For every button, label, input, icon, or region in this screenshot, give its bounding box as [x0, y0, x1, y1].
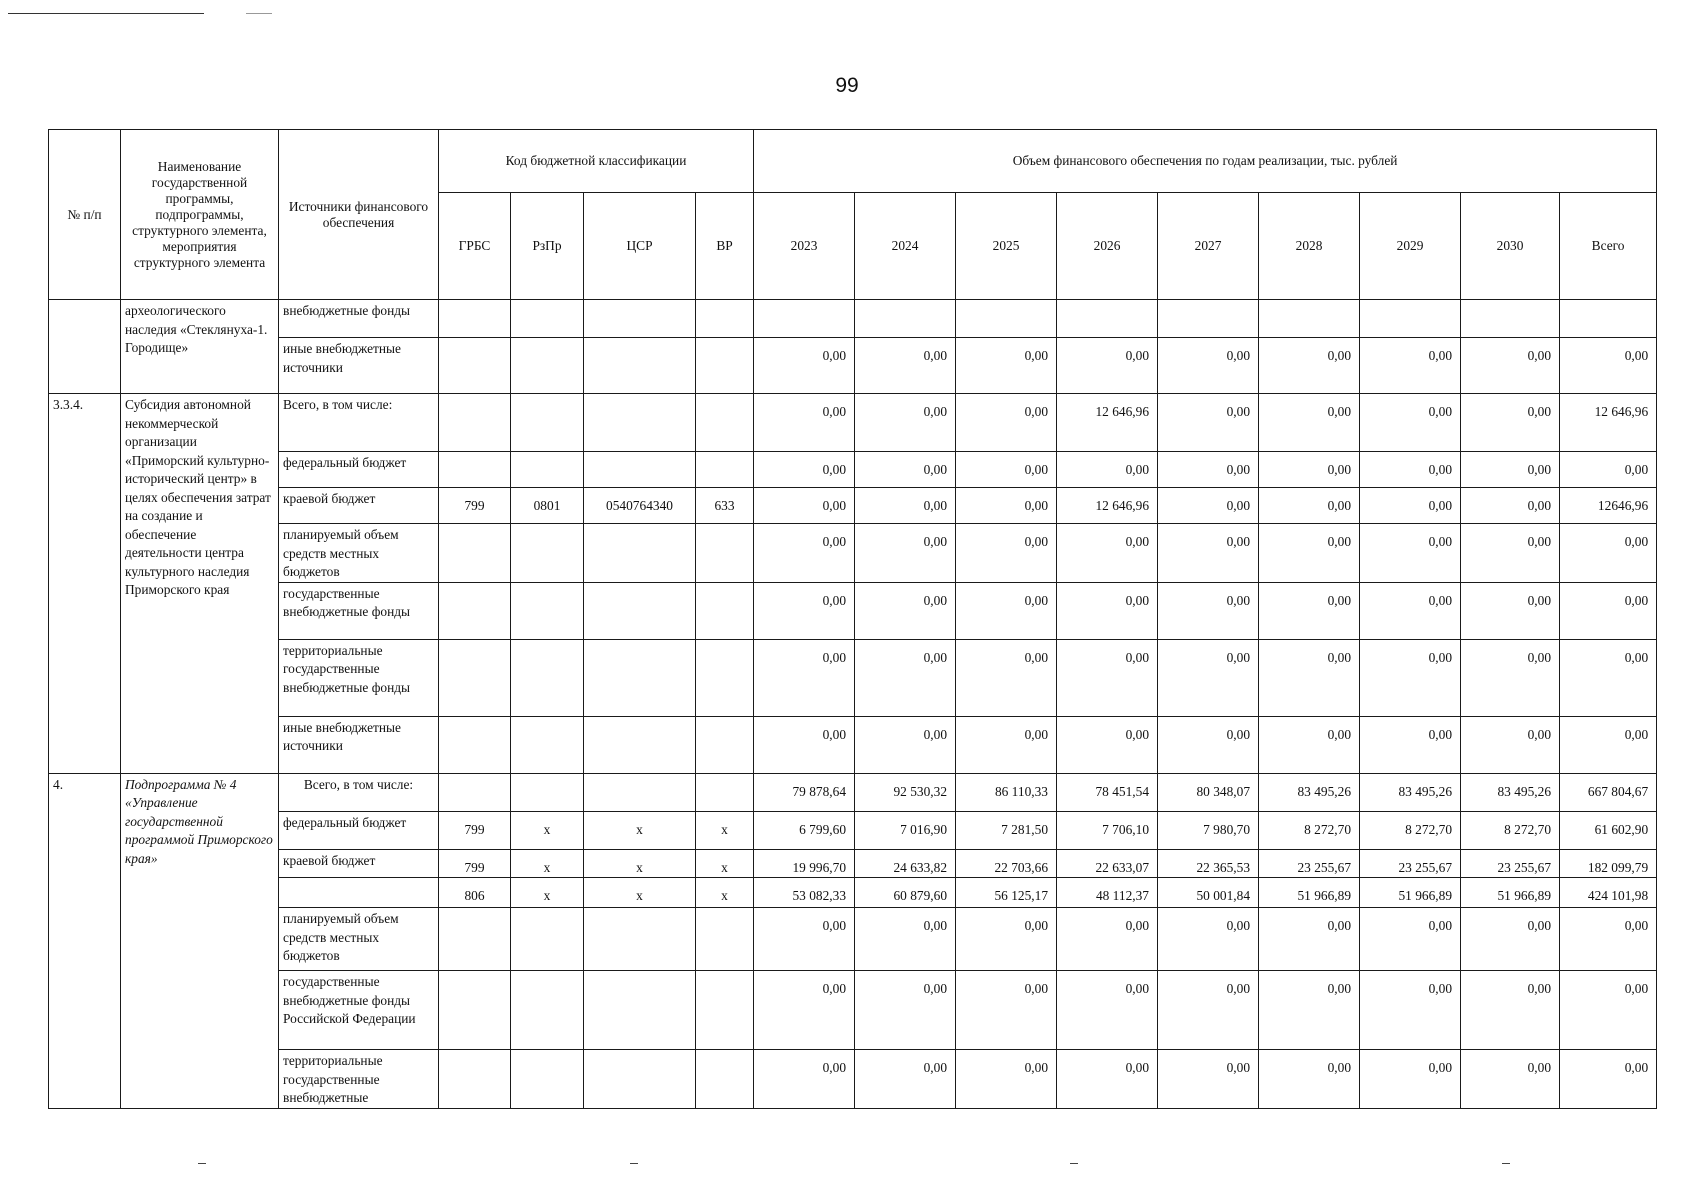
table-row [49, 300, 1657, 338]
value-year-2024: 0,00 [855, 971, 956, 1050]
scan-mark [1070, 1163, 1078, 1164]
value-year-2026: 0,00 [1057, 1050, 1158, 1109]
header-code-group: Код бюджетной классификации [439, 130, 754, 193]
code-csr [584, 582, 696, 639]
value-year-2030: 0,00 [1461, 971, 1560, 1050]
code-vr [696, 1050, 754, 1109]
code-rzpr [511, 716, 584, 773]
code-csr [584, 452, 696, 488]
value-year-2030: 0,00 [1461, 524, 1560, 583]
value-total: 61 602,90 [1560, 811, 1657, 849]
financing-table [48, 129, 1657, 1109]
value-year-2028: 0,00 [1259, 639, 1360, 716]
table-row [49, 878, 1657, 908]
code-csr [584, 908, 696, 971]
value-total: 0,00 [1560, 971, 1657, 1050]
code-vr [696, 773, 754, 811]
code-grbs [439, 908, 511, 971]
table-row [49, 1050, 1657, 1109]
value-year-2026: 0,00 [1057, 716, 1158, 773]
value-year-2024 [855, 300, 956, 338]
value-year-2026: 0,00 [1057, 639, 1158, 716]
value-year-2023: 0,00 [754, 971, 855, 1050]
value-year-2027: 0,00 [1158, 1050, 1259, 1109]
value-year-2027: 22 365,53 [1158, 849, 1259, 878]
value-year-2030: 83 495,26 [1461, 773, 1560, 811]
value-year-2023: 0,00 [754, 716, 855, 773]
value-year-2026: 7 706,10 [1057, 811, 1158, 849]
value-year-2030 [1461, 300, 1560, 338]
value-year-2030: 0,00 [1461, 394, 1560, 452]
value-year-2027: 0,00 [1158, 338, 1259, 394]
value-year-2024: 7 016,90 [855, 811, 956, 849]
code-rzpr [511, 524, 584, 583]
value-year-2027: 0,00 [1158, 582, 1259, 639]
value-year-2027: 0,00 [1158, 394, 1259, 452]
funding-source: федеральный бюджет [279, 452, 439, 488]
funding-source: планируемый объем средств местных бюджетов [279, 524, 439, 583]
code-rzpr [511, 908, 584, 971]
value-year-2028: 0,00 [1259, 716, 1360, 773]
value-total: 0,00 [1560, 639, 1657, 716]
value-year-2025: 0,00 [956, 524, 1057, 583]
value-total: 0,00 [1560, 908, 1657, 971]
code-csr [584, 300, 696, 338]
value-year-2027: 0,00 [1158, 524, 1259, 583]
table-row [49, 811, 1657, 849]
value-year-2025: 56 125,17 [956, 878, 1057, 908]
value-total: 0,00 [1560, 582, 1657, 639]
value-year-2024: 0,00 [855, 488, 956, 524]
header-code-rzpr: РзПр [511, 193, 584, 300]
funding-source: государственные внебюджетные фонды Российской Федерации [279, 971, 439, 1050]
header-year-2023: 2023 [754, 193, 855, 300]
header-source: Источники финансового обеспечения [279, 130, 439, 300]
value-year-2029: 0,00 [1360, 1050, 1461, 1109]
value-year-2028: 8 272,70 [1259, 811, 1360, 849]
value-year-2027: 0,00 [1158, 908, 1259, 971]
value-year-2027 [1158, 300, 1259, 338]
header-code-vr: ВР [696, 193, 754, 300]
header-year-2024: 2024 [855, 193, 956, 300]
value-year-2029: 0,00 [1360, 394, 1461, 452]
value-year-2030: 0,00 [1461, 1050, 1560, 1109]
code-grbs [439, 452, 511, 488]
code-vr: 633 [696, 488, 754, 524]
value-year-2029: 0,00 [1360, 971, 1461, 1050]
table-header [49, 130, 1657, 300]
value-year-2028: 83 495,26 [1259, 773, 1360, 811]
value-year-2023: 0,00 [754, 582, 855, 639]
table-row [49, 716, 1657, 773]
value-year-2024: 0,00 [855, 452, 956, 488]
table-row [49, 394, 1657, 452]
value-year-2024: 0,00 [855, 524, 956, 583]
funding-source: иные внебюджетные источники [279, 716, 439, 773]
value-total: 667 804,67 [1560, 773, 1657, 811]
value-year-2026: 22 633,07 [1057, 849, 1158, 878]
code-rzpr [511, 300, 584, 338]
value-year-2029: 0,00 [1360, 908, 1461, 971]
value-year-2023: 0,00 [754, 452, 855, 488]
value-year-2029 [1360, 300, 1461, 338]
value-year-2023: 0,00 [754, 908, 855, 971]
code-grbs [439, 971, 511, 1050]
row-number [49, 300, 121, 394]
table-row [49, 582, 1657, 639]
header-year-2028: 2028 [1259, 193, 1360, 300]
value-year-2029: 0,00 [1360, 639, 1461, 716]
value-year-2027: 0,00 [1158, 716, 1259, 773]
funding-source: иные внебюджетные источники [279, 338, 439, 394]
code-vr [696, 524, 754, 583]
code-vr: х [696, 849, 754, 878]
value-year-2024: 0,00 [855, 1050, 956, 1109]
scan-line-decoration [8, 13, 204, 14]
value-year-2023: 0,00 [754, 1050, 855, 1109]
scan-line-decoration [246, 13, 272, 14]
value-year-2024: 92 530,32 [855, 773, 956, 811]
value-year-2028: 0,00 [1259, 971, 1360, 1050]
value-year-2027: 7 980,70 [1158, 811, 1259, 849]
code-csr: х [584, 878, 696, 908]
table-row [49, 452, 1657, 488]
value-year-2026: 0,00 [1057, 582, 1158, 639]
value-year-2030: 51 966,89 [1461, 878, 1560, 908]
value-total: 0,00 [1560, 524, 1657, 583]
value-year-2024: 0,00 [855, 716, 956, 773]
value-year-2030: 0,00 [1461, 716, 1560, 773]
value-year-2029: 23 255,67 [1360, 849, 1461, 878]
code-rzpr: х [511, 878, 584, 908]
value-year-2026: 78 451,54 [1057, 773, 1158, 811]
code-grbs [439, 773, 511, 811]
code-vr [696, 716, 754, 773]
funding-source: внебюджетные фонды [279, 300, 439, 338]
code-grbs: 806 [439, 878, 511, 908]
value-year-2029: 0,00 [1360, 582, 1461, 639]
code-vr [696, 338, 754, 394]
code-grbs [439, 716, 511, 773]
value-total: 0,00 [1560, 1050, 1657, 1109]
code-rzpr [511, 773, 584, 811]
value-year-2030: 0,00 [1461, 582, 1560, 639]
value-year-2028: 0,00 [1259, 1050, 1360, 1109]
value-year-2026: 0,00 [1057, 971, 1158, 1050]
code-csr [584, 1050, 696, 1109]
code-csr: х [584, 811, 696, 849]
code-rzpr: х [511, 811, 584, 849]
value-total [1560, 300, 1657, 338]
header-volume-group: Объем финансового обеспечения по годам реализации, тыс. рублей [754, 130, 1657, 193]
code-csr: 0540764340 [584, 488, 696, 524]
header-year-2030: 2030 [1461, 193, 1560, 300]
value-total: 182 099,79 [1560, 849, 1657, 878]
value-year-2028: 51 966,89 [1259, 878, 1360, 908]
value-year-2026: 12 646,96 [1057, 488, 1158, 524]
code-grbs [439, 394, 511, 452]
value-year-2024: 0,00 [855, 338, 956, 394]
value-year-2026: 0,00 [1057, 338, 1158, 394]
scan-mark [630, 1163, 638, 1164]
code-csr [584, 338, 696, 394]
code-vr [696, 582, 754, 639]
code-grbs [439, 582, 511, 639]
code-rzpr: х [511, 849, 584, 878]
value-year-2029: 0,00 [1360, 338, 1461, 394]
header-code-grbs: ГРБС [439, 193, 511, 300]
value-year-2023: 0,00 [754, 524, 855, 583]
code-vr: х [696, 878, 754, 908]
value-year-2025: 0,00 [956, 452, 1057, 488]
value-total: 12 646,96 [1560, 394, 1657, 452]
value-year-2025: 0,00 [956, 1050, 1057, 1109]
code-rzpr [511, 971, 584, 1050]
row-number: 3.3.4. [49, 394, 121, 774]
value-year-2028: 0,00 [1259, 394, 1360, 452]
code-vr [696, 908, 754, 971]
code-vr [696, 452, 754, 488]
code-csr [584, 394, 696, 452]
header-year-2027: 2027 [1158, 193, 1259, 300]
code-vr [696, 300, 754, 338]
funding-source: планируемый объем средств местных бюджетов [279, 908, 439, 971]
scan-mark [1502, 1163, 1510, 1164]
funding-source: Всего, в том числе: [279, 394, 439, 452]
funding-source: государственные внебюджетные фонды [279, 582, 439, 639]
value-year-2025: 86 110,33 [956, 773, 1057, 811]
code-csr [584, 639, 696, 716]
value-year-2025 [956, 300, 1057, 338]
code-rzpr [511, 452, 584, 488]
value-year-2025: 0,00 [956, 639, 1057, 716]
value-year-2029: 0,00 [1360, 488, 1461, 524]
code-rzpr [511, 394, 584, 452]
value-year-2025: 7 281,50 [956, 811, 1057, 849]
value-year-2025: 0,00 [956, 488, 1057, 524]
value-year-2024: 24 633,82 [855, 849, 956, 878]
header-year-2025: 2025 [956, 193, 1057, 300]
value-total: 0,00 [1560, 452, 1657, 488]
code-csr: х [584, 849, 696, 878]
header-code-csr: ЦСР [584, 193, 696, 300]
value-year-2026 [1057, 300, 1158, 338]
header-year-2026: 2026 [1057, 193, 1158, 300]
value-year-2026: 0,00 [1057, 452, 1158, 488]
code-grbs [439, 639, 511, 716]
header-name: Наименование государственной программы, подпрограммы, структурного элемента, мероприятия структурного элемента [121, 130, 279, 300]
value-year-2028: 0,00 [1259, 488, 1360, 524]
funding-source [279, 878, 439, 908]
table-row [49, 639, 1657, 716]
value-year-2030: 0,00 [1461, 908, 1560, 971]
value-year-2027: 0,00 [1158, 639, 1259, 716]
value-year-2024: 0,00 [855, 908, 956, 971]
code-csr [584, 773, 696, 811]
value-year-2028: 0,00 [1259, 338, 1360, 394]
code-vr: х [696, 811, 754, 849]
value-year-2023 [754, 300, 855, 338]
value-total: 424 101,98 [1560, 878, 1657, 908]
value-year-2023: 0,00 [754, 639, 855, 716]
table-row [49, 524, 1657, 583]
page-number: 99 [835, 74, 859, 97]
value-year-2024: 0,00 [855, 582, 956, 639]
value-year-2029: 0,00 [1360, 716, 1461, 773]
value-year-2030: 0,00 [1461, 639, 1560, 716]
funding-source: федеральный бюджет [279, 811, 439, 849]
value-year-2028 [1259, 300, 1360, 338]
code-csr [584, 524, 696, 583]
program-name: археологического наследия «Стеклянуха-1. Городище» [121, 300, 279, 394]
value-year-2029: 83 495,26 [1360, 773, 1461, 811]
code-rzpr: 0801 [511, 488, 584, 524]
value-year-2029: 8 272,70 [1360, 811, 1461, 849]
program-name: Подпрограмма № 4 «Управление государственной программой Приморского края» [121, 773, 279, 1108]
value-year-2027: 50 001,84 [1158, 878, 1259, 908]
value-year-2030: 23 255,67 [1461, 849, 1560, 878]
value-year-2026: 0,00 [1057, 908, 1158, 971]
funding-source: территориальные государственные внебюджетные [279, 1050, 439, 1109]
value-year-2026: 12 646,96 [1057, 394, 1158, 452]
value-year-2029: 0,00 [1360, 452, 1461, 488]
header-total: Всего [1560, 193, 1657, 300]
table-row [49, 773, 1657, 811]
value-year-2023: 0,00 [754, 488, 855, 524]
value-year-2027: 0,00 [1158, 488, 1259, 524]
value-year-2023: 19 996,70 [754, 849, 855, 878]
value-year-2027: 80 348,07 [1158, 773, 1259, 811]
code-grbs: 799 [439, 488, 511, 524]
code-rzpr [511, 582, 584, 639]
code-grbs [439, 300, 511, 338]
value-year-2028: 0,00 [1259, 452, 1360, 488]
table-row [49, 971, 1657, 1050]
value-total: 12646,96 [1560, 488, 1657, 524]
value-year-2025: 0,00 [956, 908, 1057, 971]
table-row [49, 908, 1657, 971]
header-num: № п/п [49, 130, 121, 300]
value-year-2030: 0,00 [1461, 488, 1560, 524]
value-year-2028: 0,00 [1259, 908, 1360, 971]
code-grbs [439, 338, 511, 394]
value-year-2028: 23 255,67 [1259, 849, 1360, 878]
value-year-2025: 0,00 [956, 582, 1057, 639]
value-year-2030: 8 272,70 [1461, 811, 1560, 849]
value-year-2027: 0,00 [1158, 452, 1259, 488]
value-year-2025: 22 703,66 [956, 849, 1057, 878]
funding-source: территориальные государственные внебюджетные фонды [279, 639, 439, 716]
value-year-2025: 0,00 [956, 394, 1057, 452]
value-year-2028: 0,00 [1259, 582, 1360, 639]
value-year-2026: 48 112,37 [1057, 878, 1158, 908]
funding-source: Всего, в том числе: [279, 773, 439, 811]
value-year-2025: 0,00 [956, 338, 1057, 394]
value-year-2024: 60 879,60 [855, 878, 956, 908]
code-vr [696, 394, 754, 452]
value-year-2023: 0,00 [754, 394, 855, 452]
code-vr [696, 639, 754, 716]
value-total: 0,00 [1560, 716, 1657, 773]
value-year-2028: 0,00 [1259, 524, 1360, 583]
table-row [49, 849, 1657, 878]
value-year-2025: 0,00 [956, 716, 1057, 773]
value-year-2025: 0,00 [956, 971, 1057, 1050]
code-rzpr [511, 1050, 584, 1109]
code-grbs [439, 1050, 511, 1109]
funding-source: краевой бюджет [279, 488, 439, 524]
program-name: Субсидия автономной некоммерческой организации «Приморский культурно-исторический центр» в целях обеспечения затрат на создание и обеспечение деятельности центра культурного наследия Приморского края [121, 394, 279, 774]
value-year-2029: 51 966,89 [1360, 878, 1461, 908]
value-year-2029: 0,00 [1360, 524, 1461, 583]
code-csr [584, 716, 696, 773]
code-rzpr [511, 639, 584, 716]
code-rzpr [511, 338, 584, 394]
table-row [49, 488, 1657, 524]
scan-mark [198, 1163, 206, 1164]
value-year-2024: 0,00 [855, 394, 956, 452]
value-year-2026: 0,00 [1057, 524, 1158, 583]
code-grbs: 799 [439, 849, 511, 878]
value-year-2023: 79 878,64 [754, 773, 855, 811]
table-body [49, 300, 1657, 1109]
value-year-2023: 6 799,60 [754, 811, 855, 849]
value-year-2023: 53 082,33 [754, 878, 855, 908]
row-number: 4. [49, 773, 121, 1108]
code-grbs [439, 524, 511, 583]
code-vr [696, 971, 754, 1050]
value-year-2030: 0,00 [1461, 452, 1560, 488]
funding-source: краевой бюджет [279, 849, 439, 878]
table-row [49, 338, 1657, 394]
value-total: 0,00 [1560, 338, 1657, 394]
value-year-2030: 0,00 [1461, 338, 1560, 394]
code-grbs: 799 [439, 811, 511, 849]
header-year-2029: 2029 [1360, 193, 1461, 300]
code-csr [584, 971, 696, 1050]
value-year-2027: 0,00 [1158, 971, 1259, 1050]
value-year-2024: 0,00 [855, 639, 956, 716]
value-year-2023: 0,00 [754, 338, 855, 394]
